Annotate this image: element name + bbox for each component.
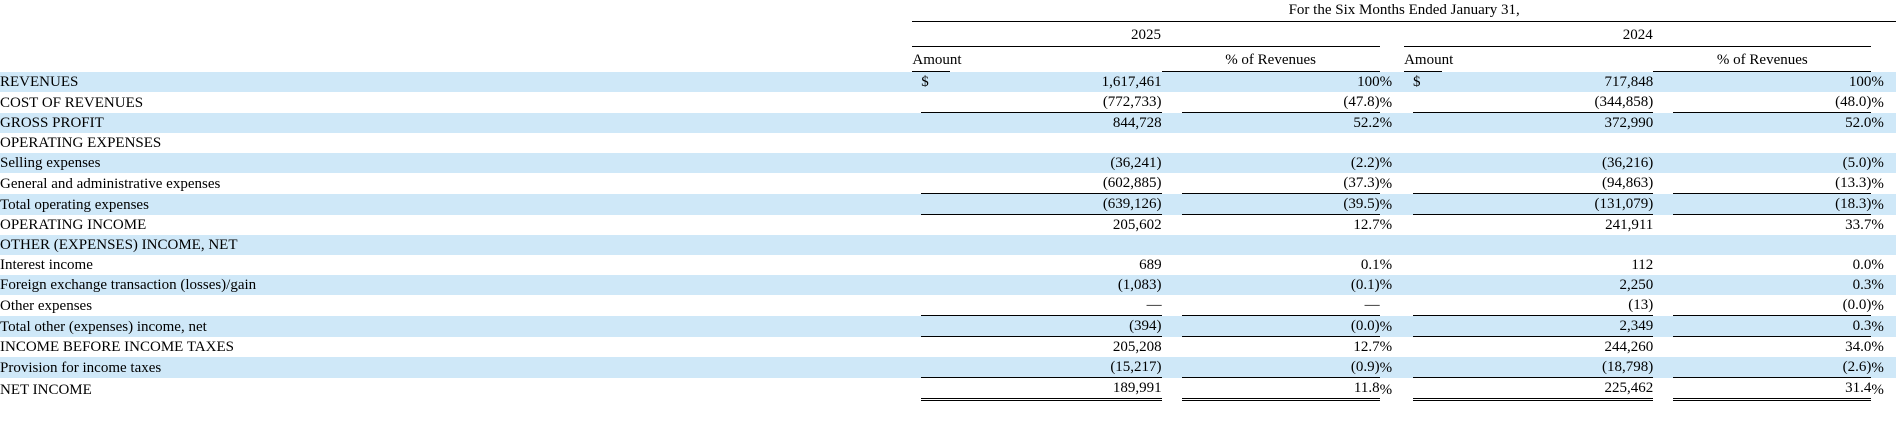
amount-2025 <box>950 133 1161 153</box>
percent-symbol-2024: % <box>1871 215 1896 236</box>
row-gap-a <box>912 215 921 236</box>
percent-2024: 0.3 <box>1673 275 1871 295</box>
amount-2025: — <box>950 295 1161 316</box>
currency-2024 <box>1413 173 1442 194</box>
row-label: GROSS PROFIT <box>0 113 912 134</box>
row-label: Interest income <box>0 255 912 275</box>
percent-symbol-2024: % <box>1871 255 1896 275</box>
header-subcol-row <box>0 50 1896 70</box>
row-gap-c <box>1404 194 1413 215</box>
row-gap-b <box>1162 275 1182 295</box>
amount-2025: (639,126) <box>950 194 1161 215</box>
currency-2025 <box>921 113 950 134</box>
row-gap-a <box>912 194 921 215</box>
percent-symbol-2025: % <box>1380 92 1404 113</box>
row-label: Selling expenses <box>0 153 912 173</box>
row-gap-b <box>1162 295 1182 316</box>
currency-2025: $ <box>921 72 950 93</box>
currency-2024 <box>1413 113 1442 134</box>
amount-2025: 205,602 <box>950 215 1161 236</box>
row-gap-d <box>1653 113 1673 134</box>
amount-2025: (15,217) <box>950 357 1161 378</box>
row-label: Total operating expenses <box>0 194 912 215</box>
percent-2025: 12.7 <box>1182 337 1380 358</box>
table-row <box>0 255 1896 275</box>
percent-symbol-2025: % <box>1380 113 1404 134</box>
currency-2024: $ <box>1413 72 1442 93</box>
currency-2024 <box>1413 378 1442 400</box>
row-gap-b <box>1162 255 1182 275</box>
percent-symbol-2025: % <box>1380 194 1404 215</box>
percent-symbol-2025: % <box>1380 378 1404 400</box>
row-gap-c <box>1404 92 1413 113</box>
row-gap-a <box>912 295 921 316</box>
percent-2024: 0.3 <box>1673 316 1871 337</box>
subcol-gap-a <box>950 50 1161 70</box>
percent-symbol-2024: % <box>1871 153 1896 173</box>
currency-2025 <box>921 337 950 358</box>
row-gap-a <box>912 153 921 173</box>
table-row <box>0 275 1896 295</box>
row-gap-c <box>1404 133 1413 153</box>
row-gap-b <box>1162 113 1182 134</box>
table-row <box>0 194 1896 215</box>
row-gap-c <box>1404 378 1413 400</box>
row-gap-d <box>1653 378 1673 400</box>
currency-2025 <box>921 378 950 400</box>
row-gap-c <box>1404 235 1413 255</box>
row-gap-c <box>1404 72 1413 93</box>
subcol-spacer <box>0 50 912 70</box>
percent-2025: (0.0) <box>1182 316 1380 337</box>
row-gap-d <box>1653 255 1673 275</box>
currency-2024 <box>1413 235 1442 255</box>
header-spacer <box>0 0 912 20</box>
row-gap-b <box>1162 316 1182 337</box>
percent-2024: (48.0) <box>1673 92 1871 113</box>
row-label: REVENUES <box>0 72 912 93</box>
amount-2024: 241,911 <box>1442 215 1653 236</box>
currency-2025 <box>921 215 950 236</box>
percent-symbol-2024 <box>1871 133 1896 153</box>
percent-2024 <box>1673 133 1871 153</box>
amount-2024: (18,798) <box>1442 357 1653 378</box>
table-row <box>0 72 1896 93</box>
year-gap-2 <box>1871 25 1896 45</box>
percent-symbol-2024: % <box>1871 113 1896 134</box>
percent-symbol-2025: % <box>1380 215 1404 236</box>
row-gap-c <box>1404 173 1413 194</box>
row-gap-b <box>1162 215 1182 236</box>
row-label: Total other (expenses) income, net <box>0 316 912 337</box>
row-label: INCOME BEFORE INCOME TAXES <box>0 337 912 358</box>
row-label: General and administrative expenses <box>0 173 912 194</box>
percent-symbol-2024: % <box>1871 337 1896 358</box>
table-row <box>0 133 1896 153</box>
currency-2025 <box>921 173 950 194</box>
percent-symbol-2025 <box>1380 235 1404 255</box>
percent-symbol-2024: % <box>1871 378 1896 400</box>
row-gap-b <box>1162 173 1182 194</box>
percent-2024: 33.7 <box>1673 215 1871 236</box>
percent-symbol-2025 <box>1380 133 1404 153</box>
percent-symbol-2024: % <box>1871 194 1896 215</box>
amount-2025: 844,728 <box>950 113 1161 134</box>
row-gap-c <box>1404 316 1413 337</box>
row-label: NET INCOME <box>0 378 912 400</box>
row-label: OPERATING INCOME <box>0 215 912 236</box>
percent-2025: (39.5) <box>1182 194 1380 215</box>
header-period-row <box>0 0 1896 20</box>
row-gap-d <box>1653 337 1673 358</box>
amount-2024: (13) <box>1442 295 1653 316</box>
col-amount-2024: Amount <box>1404 52 1454 68</box>
row-gap-a <box>912 173 921 194</box>
col-pct-2024: % of Revenues <box>1716 52 1808 68</box>
year-spacer <box>0 25 912 45</box>
percent-2025 <box>1182 235 1380 255</box>
currency-2025 <box>921 133 950 153</box>
currency-2024 <box>1413 92 1442 113</box>
col-amount-2025: Amount <box>912 52 962 68</box>
percent-2024: 34.0 <box>1673 337 1871 358</box>
table-row <box>0 337 1896 358</box>
amount-2024 <box>1442 235 1653 255</box>
col-pct-2025: % of Revenues <box>1225 52 1316 68</box>
currency-2025 <box>921 92 950 113</box>
amount-2024: 112 <box>1442 255 1653 275</box>
table-row <box>0 295 1896 316</box>
percent-2024: (2.6) <box>1673 357 1871 378</box>
row-gap-c <box>1404 357 1413 378</box>
row-gap-b <box>1162 378 1182 400</box>
row-gap-d <box>1653 72 1673 93</box>
amount-2025: (772,733) <box>950 92 1161 113</box>
amount-2025: (36,241) <box>950 153 1161 173</box>
amount-2024: 244,260 <box>1442 337 1653 358</box>
row-gap-a <box>912 133 921 153</box>
row-gap-b <box>1162 357 1182 378</box>
row-gap-b <box>1162 337 1182 358</box>
row-gap-c <box>1404 153 1413 173</box>
row-gap-d <box>1653 194 1673 215</box>
row-gap-d <box>1653 92 1673 113</box>
currency-2024 <box>1413 316 1442 337</box>
row-label: Provision for income taxes <box>0 357 912 378</box>
row-label: OPERATING EXPENSES <box>0 133 912 153</box>
amount-2025 <box>950 235 1161 255</box>
amount-2024: (94,863) <box>1442 173 1653 194</box>
subcol-gap-c <box>1442 50 1653 70</box>
percent-symbol-2025: % <box>1380 275 1404 295</box>
row-gap-b <box>1162 92 1182 113</box>
table-row <box>0 378 1896 400</box>
currency-2025 <box>921 153 950 173</box>
currency-2025 <box>921 357 950 378</box>
row-label: OTHER (EXPENSES) INCOME, NET <box>0 235 912 255</box>
year-2024: 2024 <box>1622 27 1653 43</box>
percent-2024: (5.0) <box>1673 153 1871 173</box>
currency-2024 <box>1413 295 1442 316</box>
row-gap-a <box>912 378 921 400</box>
percent-2025: (0.9) <box>1182 357 1380 378</box>
row-gap-a <box>912 255 921 275</box>
percent-symbol-2025: % <box>1380 357 1404 378</box>
row-gap-a <box>912 275 921 295</box>
percent-symbol-2025: % <box>1380 72 1404 93</box>
percent-symbol-2024: % <box>1871 295 1896 316</box>
row-gap-d <box>1653 173 1673 194</box>
table-row <box>0 153 1896 173</box>
currency-2025 <box>921 316 950 337</box>
percent-symbol-2024: % <box>1871 173 1896 194</box>
row-gap-a <box>912 235 921 255</box>
row-label: COST OF REVENUES <box>0 92 912 113</box>
percent-2025: (2.2) <box>1182 153 1380 173</box>
row-gap-c <box>1404 275 1413 295</box>
amount-2024: (36,216) <box>1442 153 1653 173</box>
row-gap-d <box>1653 357 1673 378</box>
row-gap-d <box>1653 215 1673 236</box>
currency-2025 <box>921 295 950 316</box>
amount-2024: 2,250 <box>1442 275 1653 295</box>
percent-symbol-2024: % <box>1871 72 1896 93</box>
currency-2025 <box>921 275 950 295</box>
table-row <box>0 92 1896 113</box>
header-year-row <box>0 25 1896 45</box>
percent-2025: 0.1 <box>1182 255 1380 275</box>
table-row <box>0 173 1896 194</box>
row-gap-c <box>1404 337 1413 358</box>
period-title: For the Six Months Ended January 31, <box>1288 2 1520 18</box>
row-gap-c <box>1404 255 1413 275</box>
percent-2025: — <box>1182 295 1380 316</box>
currency-2024 <box>1413 337 1442 358</box>
amount-2024: (344,858) <box>1442 92 1653 113</box>
row-gap-d <box>1653 275 1673 295</box>
row-gap-a <box>912 337 921 358</box>
amount-2025: (602,885) <box>950 173 1161 194</box>
row-gap-a <box>912 316 921 337</box>
currency-2025 <box>921 255 950 275</box>
subcol-gap-b <box>1380 50 1404 70</box>
percent-2024: 52.0 <box>1673 113 1871 134</box>
percent-symbol-2024 <box>1871 235 1896 255</box>
currency-2025 <box>921 235 950 255</box>
row-gap-d <box>1653 235 1673 255</box>
amount-2025: 689 <box>950 255 1161 275</box>
row-gap-a <box>912 113 921 134</box>
amount-2025: 189,991 <box>950 378 1161 400</box>
currency-2024 <box>1413 255 1442 275</box>
row-gap-d <box>1653 133 1673 153</box>
percent-2024: 100 <box>1673 72 1871 93</box>
percent-2025: 12.7 <box>1182 215 1380 236</box>
currency-2024 <box>1413 153 1442 173</box>
percent-symbol-2025: % <box>1380 173 1404 194</box>
row-gap-d <box>1653 316 1673 337</box>
row-gap-c <box>1404 215 1413 236</box>
amount-2024: 225,462 <box>1442 378 1653 400</box>
currency-2025 <box>921 194 950 215</box>
percent-2024: (13.3) <box>1673 173 1871 194</box>
percent-2024: (18.3) <box>1673 194 1871 215</box>
table-row <box>0 357 1896 378</box>
percent-2024: 31.4 <box>1673 378 1871 400</box>
table-row <box>0 235 1896 255</box>
percent-2025: (47.8) <box>1182 92 1380 113</box>
row-gap-c <box>1404 113 1413 134</box>
row-gap-b <box>1162 153 1182 173</box>
row-gap-b <box>1162 133 1182 153</box>
row-gap-a <box>912 357 921 378</box>
currency-2024 <box>1413 215 1442 236</box>
percent-2024: (0.0) <box>1673 295 1871 316</box>
currency-2024 <box>1413 133 1442 153</box>
amount-2025: (394) <box>950 316 1161 337</box>
year-gap <box>1380 25 1404 45</box>
year-2025: 2025 <box>1130 27 1161 43</box>
amount-2024: (131,079) <box>1442 194 1653 215</box>
percent-2025: 100 <box>1182 72 1380 93</box>
row-label: Other expenses <box>0 295 912 316</box>
row-gap-d <box>1653 153 1673 173</box>
percent-symbol-2024: % <box>1871 275 1896 295</box>
percent-symbol-2025: % <box>1380 153 1404 173</box>
amount-2024: 372,990 <box>1442 113 1653 134</box>
table-row <box>0 113 1896 134</box>
percent-symbol-2024: % <box>1871 92 1896 113</box>
percent-symbol-2025: % <box>1380 255 1404 275</box>
percent-2025: 11.8 <box>1182 378 1380 400</box>
table-row <box>0 316 1896 337</box>
currency-2024 <box>1413 275 1442 295</box>
row-gap-b <box>1162 235 1182 255</box>
amount-2025: 205,208 <box>950 337 1161 358</box>
amount-2025: (1,083) <box>950 275 1161 295</box>
percent-2024 <box>1673 235 1871 255</box>
currency-2024 <box>1413 194 1442 215</box>
amount-2024: 717,848 <box>1442 72 1653 93</box>
row-gap-a <box>912 92 921 113</box>
percent-symbol-2025: % <box>1380 337 1404 358</box>
row-gap-b <box>1162 194 1182 215</box>
amount-2024 <box>1442 133 1653 153</box>
table-row <box>0 215 1896 236</box>
row-gap-b <box>1162 72 1182 93</box>
row-label: Foreign exchange transaction (losses)/gain <box>0 275 912 295</box>
percent-symbol-2025: % <box>1380 316 1404 337</box>
percent-2025: (0.1) <box>1182 275 1380 295</box>
row-gap-a <box>912 72 921 93</box>
amount-2024: 2,349 <box>1442 316 1653 337</box>
percent-2024: 0.0 <box>1673 255 1871 275</box>
amount-2025: 1,617,461 <box>950 72 1161 93</box>
currency-2024 <box>1413 357 1442 378</box>
percent-symbol-2024: % <box>1871 357 1896 378</box>
percent-symbol-2024: % <box>1871 316 1896 337</box>
row-gap-d <box>1653 295 1673 316</box>
row-gap-c <box>1404 295 1413 316</box>
percent-2025: 52.2 <box>1182 113 1380 134</box>
percent-symbol-2025 <box>1380 295 1404 316</box>
percent-2025: (37.3) <box>1182 173 1380 194</box>
percent-2025 <box>1182 133 1380 153</box>
